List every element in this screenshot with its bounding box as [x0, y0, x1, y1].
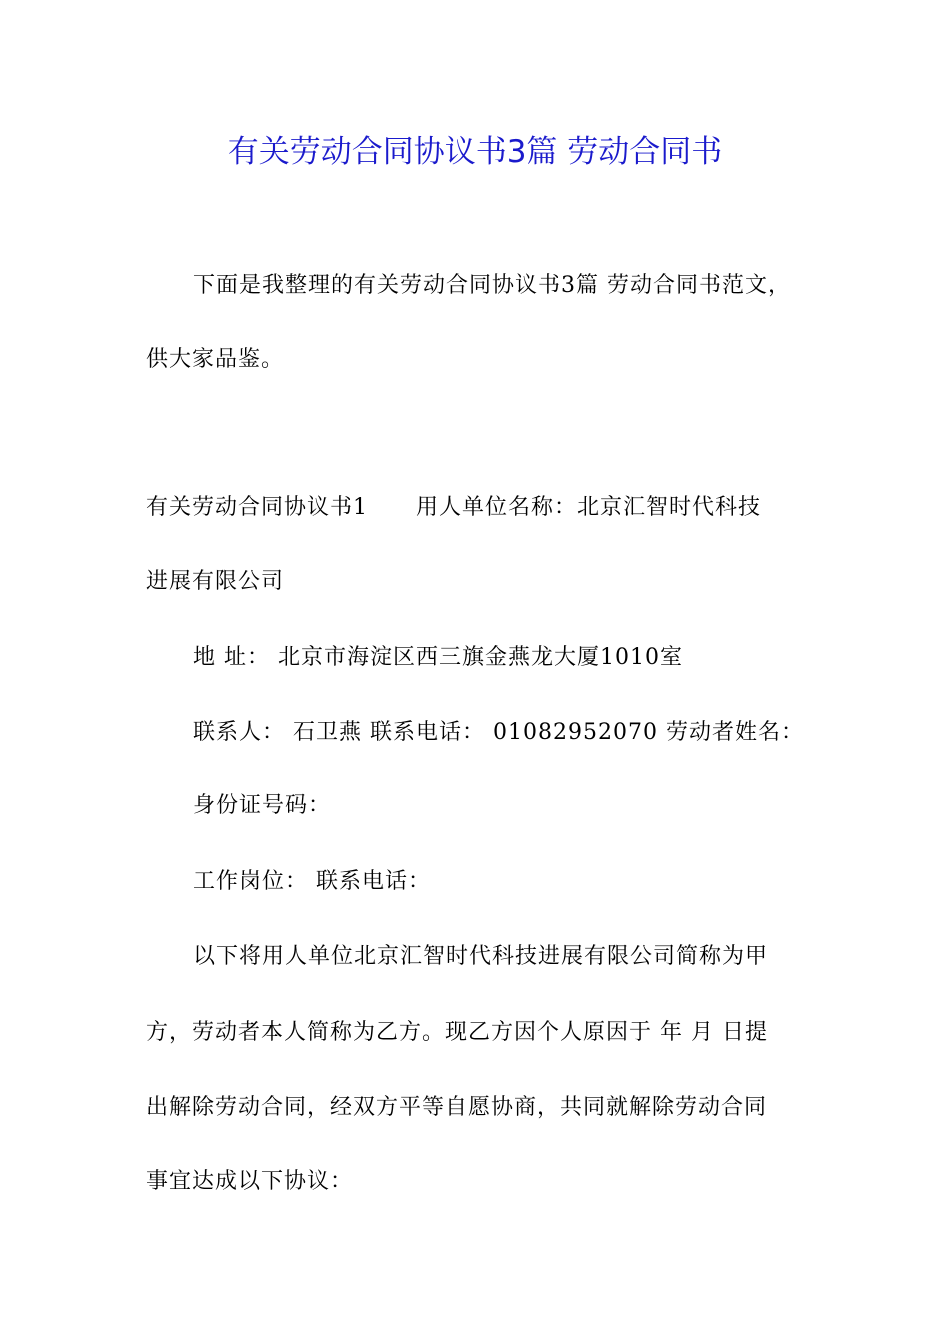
- intro-line-2: 供大家品鉴。: [146, 347, 285, 372]
- position-line: 工作岗位： 联系电话：: [193, 869, 431, 894]
- employer-name-part-1: 北京汇智时代科技: [577, 495, 762, 520]
- body-line-3: 出解除劳动合同，经双方平等自愿协商，共同就解除劳动合同: [146, 1095, 768, 1120]
- intro-line-1: 下面是我整理的有关劳动合同协议书3篇 劳动合同书范文，: [193, 273, 791, 298]
- section-1-header-line: [146, 492, 761, 524]
- id-number-line: 身份证号码：: [193, 793, 332, 818]
- contact-line: 联系人： 石卫燕 联系电话： 01082952070 劳动者姓名：: [193, 720, 804, 745]
- employer-label: 用人单位名称：: [416, 495, 578, 520]
- employer-name-part-2: 进展有限公司: [146, 569, 285, 594]
- document-title: 有关劳动合同协议书3篇 劳动合同书: [227, 134, 723, 170]
- address-line: 地 址： 北京市海淀区西三旗金燕龙大厦1010室: [193, 645, 683, 670]
- body-line-4: 事宜达成以下协议：: [146, 1169, 354, 1194]
- body-line-1: 以下将用人单位北京汇智时代科技进展有限公司简称为甲: [193, 944, 769, 969]
- section-1-heading: 有关劳动合同协议书1: [146, 495, 368, 520]
- body-line-2: 方，劳动者本人简称为乙方。现乙方因个人原因于 年 月 日提: [146, 1020, 768, 1045]
